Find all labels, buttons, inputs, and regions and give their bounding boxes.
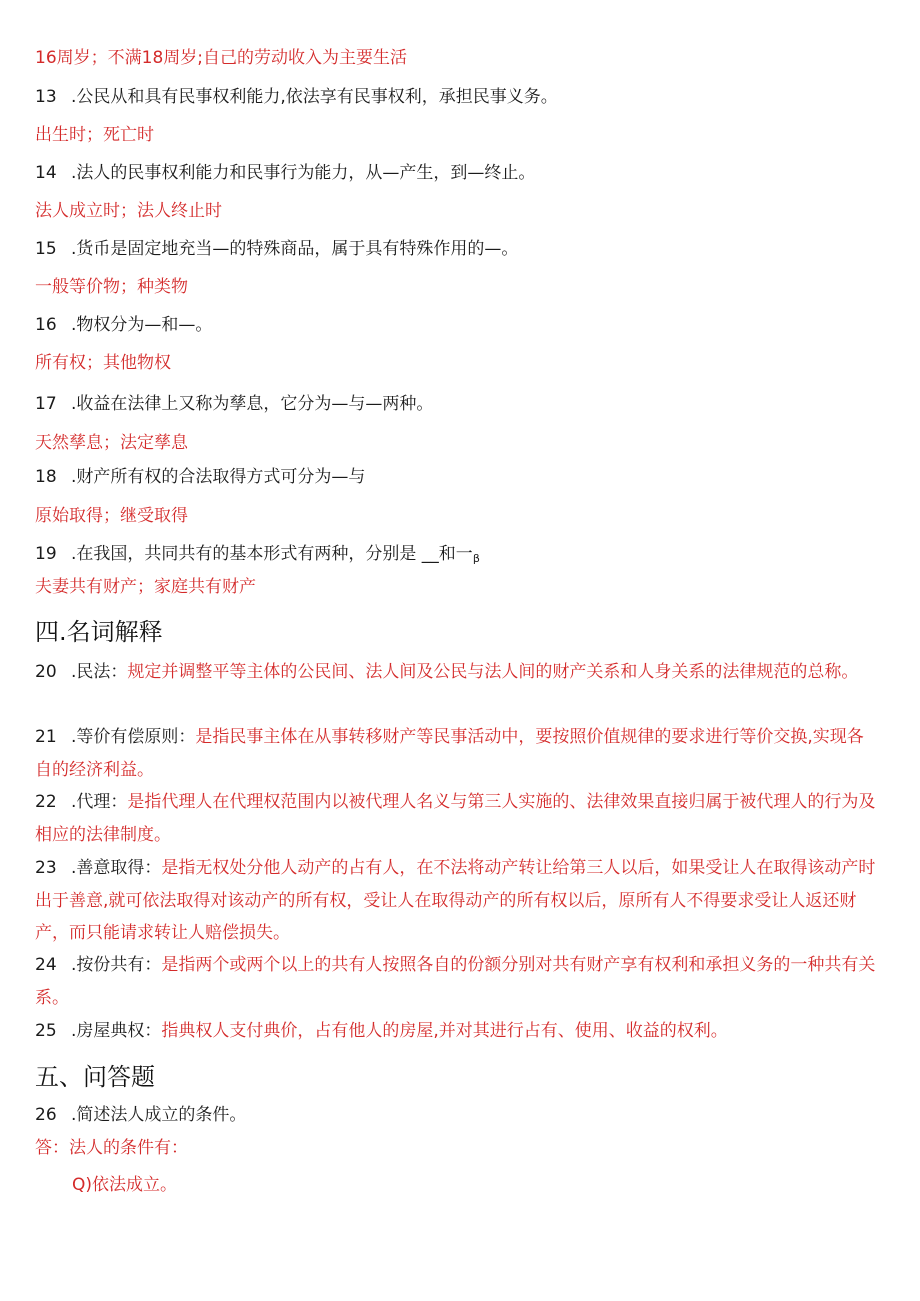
term-definition: 是指代理人在代理权范围内以被代理人名义与第三人实施的、法律效果直接归属于被代理人的行为及相应的法律制度。	[35, 792, 876, 845]
question-15	[35, 238, 518, 260]
answer-14: 法人成立时；法人终止时	[35, 201, 222, 221]
question-text: .货币是固定地充当—的特殊商品，属于具有特殊作用的—。	[71, 239, 519, 259]
term-label: .按份共有：	[71, 955, 162, 975]
question-text: .财产所有权的合法取得方式可分为—与	[71, 467, 366, 487]
answer-18: 原始取得；继受取得	[35, 506, 188, 526]
question-number: 18	[35, 467, 57, 487]
question-number: 26	[35, 1105, 57, 1125]
question-number: 16	[35, 315, 57, 335]
question-number: 17	[35, 394, 57, 414]
term-definition-20	[35, 656, 880, 689]
question-18	[35, 466, 365, 488]
question-13	[35, 86, 558, 108]
item-number: 24	[35, 955, 57, 975]
question-text: .收益在法律上又称为孳息，它分为—与—两种。	[71, 394, 434, 414]
term-definition: 是指民事主体在从事转移财产等民事活动中，要按照价值规律的要求进行等价交换,实现各自的经济利益。	[35, 727, 864, 780]
item-number: 23	[35, 858, 57, 878]
section-4-title: 四.名词解释	[35, 618, 163, 646]
question-26	[35, 1104, 246, 1126]
term-label: .房屋典权：	[71, 1021, 162, 1041]
term-definition: 是指无权处分他人动产的占有人，在不法将动产转让给第三人以后，如果受让人在取得该动产时出于善意,就可依法取得对该动产的所有权，受让人在取得动产的所有权以后，原所有人不得要求受让人返还财产，而只能请求转让人赔偿损失。	[35, 858, 876, 943]
question-14	[35, 162, 535, 184]
question-text: .物权分为—和—。	[71, 315, 213, 335]
answer-16: 所有权；其他物权	[35, 353, 171, 373]
answer-26-point-1: Q)依法成立。	[72, 1175, 178, 1195]
answer-12: 16周岁；不满18周岁;自己的劳动收入为主要生活	[35, 48, 407, 68]
term-definition-21	[35, 721, 880, 786]
question-number: 14	[35, 163, 57, 183]
term-label: .民法：	[71, 662, 128, 682]
answer-26-intro: 答：法人的条件有：	[35, 1138, 188, 1158]
question-19	[35, 543, 480, 570]
term-definition-23	[35, 852, 880, 950]
term-definition-25	[35, 1015, 880, 1048]
question-text: .简述法人成立的条件。	[71, 1105, 247, 1125]
term-label: .善意取得：	[71, 858, 162, 878]
term-definition: 是指两个或两个以上的共有人按照各自的份额分别对共有财产享有权利和承担义务的一种共有关系。	[35, 955, 876, 1008]
item-number: 22	[35, 792, 57, 812]
term-definition-22	[35, 786, 880, 851]
answer-19: 夫妻共有财产；家庭共有财产	[35, 577, 256, 597]
answer-17: 天然孳息；法定孳息	[35, 433, 188, 453]
answer-15: 一般等价物；种类物	[35, 277, 188, 297]
item-number: 20	[35, 662, 57, 682]
question-number: 19	[35, 544, 57, 564]
item-number: 25	[35, 1021, 57, 1041]
term-label: .等价有偿原则：	[71, 727, 196, 747]
question-17	[35, 393, 433, 415]
question-number: 13	[35, 87, 57, 107]
answer-13: 出生时；死亡时	[35, 125, 154, 145]
question-text: .公民从和具有民事权利能力,依法享有民事权利，承担民事义务。	[71, 87, 558, 107]
question-16	[35, 314, 212, 336]
term-definition: 规定并调整平等主体的公民间、法人间及公民与法人间的财产关系和人身关系的法律规范的总称。	[127, 662, 859, 682]
section-5-title: 五、问答题	[35, 1063, 155, 1091]
question-number: 15	[35, 239, 57, 259]
term-label: .代理：	[71, 792, 128, 812]
question-text: .法人的民事权利能力和民事行为能力，从—产生，到—终止。	[71, 163, 536, 183]
item-number: 21	[35, 727, 57, 747]
subscript-mark: β	[472, 552, 480, 565]
question-text: .在我国，共同共有的基本形式有两种，分别是 __和一	[71, 544, 473, 564]
term-definition: 指典权人支付典价，占有他人的房屋,并对其进行占有、使用、收益的权利。	[161, 1021, 728, 1041]
term-definition-24	[35, 949, 880, 1014]
